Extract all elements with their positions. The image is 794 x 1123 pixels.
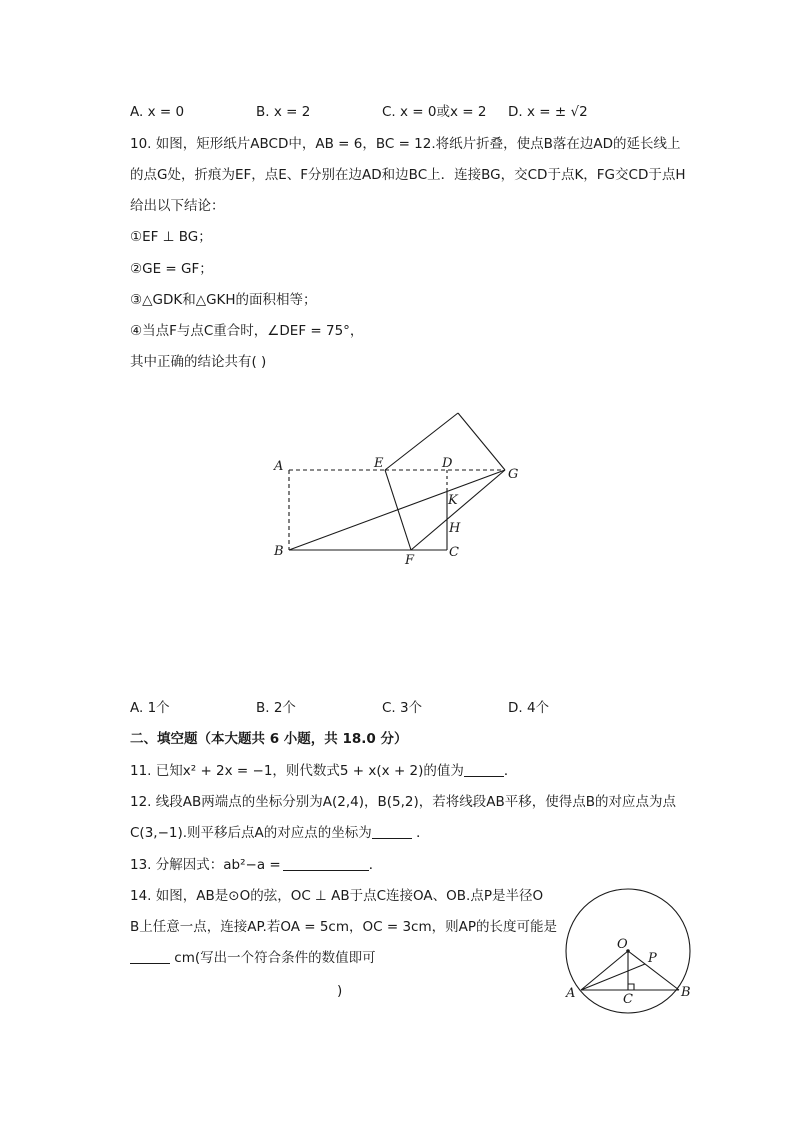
- q14-line-3: [130, 948, 376, 968]
- segment-BG: [289, 470, 505, 550]
- label-K: K: [448, 493, 458, 508]
- q10-question: 其中正确的结论共有( ): [130, 354, 267, 370]
- q14-circle-figure: [555, 880, 705, 1020]
- right-angle-mark: [628, 984, 634, 990]
- label-F: F: [405, 553, 415, 568]
- q9-option-a: A. x = 0: [130, 104, 185, 120]
- q11-answer-blank[interactable]: [464, 762, 504, 777]
- q9-option-c: C. x = 0或x = 2: [382, 104, 487, 120]
- q14-answer-blank[interactable]: [130, 949, 170, 964]
- q13-text: 13. 分解因式：ab²−a =: [130, 857, 281, 873]
- q13-end: ．: [368, 857, 383, 873]
- q14-line-1: 14. 如图，AB是⊙O的弦，OC ⊥ AB于点C连接OA、OB.点P是半径O: [130, 888, 544, 904]
- q12-line-1: 12. 线段AB两端点的坐标分别为A(2,4)，B(5,2)，若将线段AB平移，使得点B的对应点为点: [130, 794, 677, 810]
- radius-OA: [581, 951, 628, 990]
- q14-line-4: ): [337, 983, 343, 999]
- label-B: B: [274, 544, 284, 559]
- section-title-fill-in: 二、填空题（本大题共 6 小题，共 18.0 分）: [130, 731, 408, 747]
- label-A: A: [274, 459, 284, 474]
- label-G: G: [508, 467, 519, 482]
- label-E: E: [374, 456, 384, 471]
- label-B: B: [681, 985, 691, 1000]
- q14-text: cm(写出一个符合条件的数值即可: [170, 950, 376, 966]
- q10-option-c: C. 3个: [382, 700, 423, 716]
- q10-conclusion-1: ①EF ⊥ BG；: [130, 229, 212, 245]
- q10-conclusion-3: ③△GDK和△GKH的面积相等；: [130, 292, 317, 308]
- q11-end: ．: [503, 763, 518, 779]
- segment-AP: [581, 964, 645, 990]
- label-C: C: [449, 545, 459, 560]
- fold-line-EF: [385, 470, 411, 550]
- q12-end: ．: [411, 825, 430, 841]
- q10-line-2: 的点G处，折痕为EF，点E、F分别在边AD和边BC上．连接BG，交CD于点K，FG交CD于点H: [130, 167, 686, 183]
- q12-answer-blank[interactable]: [372, 824, 412, 839]
- label-O: O: [617, 937, 628, 952]
- q10-rectangle-fold-figure: [260, 400, 540, 580]
- q10-line-3: 给出以下结论：: [130, 198, 225, 214]
- q10-options: [130, 698, 690, 718]
- q10-option-a: A. 1个: [130, 700, 170, 716]
- q9-option-d: D. x = ± √2: [508, 104, 588, 120]
- q10-option-d: D. 4个: [508, 700, 550, 716]
- segment-FG: [411, 470, 505, 550]
- q9-option-b: B. x = 2: [256, 104, 311, 120]
- label-D: D: [442, 456, 453, 471]
- q14-line-2: B上任意一点，连接AP.若OA = 5cm，OC = 3cm，则AP的长度可能是: [130, 919, 557, 935]
- label-A: A: [566, 986, 576, 1001]
- label-P: P: [648, 951, 657, 966]
- q13: [130, 855, 382, 875]
- q10-conclusion-2: ②GE = GF；: [130, 261, 213, 277]
- q13-answer-blank[interactable]: [283, 856, 369, 871]
- q10-conclusion-4: ④当点F与点C重合时，∠DEF = 75°，: [130, 323, 364, 339]
- q9-options: [130, 102, 690, 122]
- q11-text: 11. 已知x² + 2x = −1，则代数式5 + x(x + 2)的值为: [130, 763, 464, 779]
- label-H: H: [449, 521, 461, 536]
- q11: [130, 761, 517, 781]
- label-C: C: [623, 992, 633, 1007]
- q10-option-b: B. 2个: [256, 700, 296, 716]
- q10-line-1: 10. 如图，矩形纸片ABCD中，AB = 6，BC = 12.将纸片折叠，使点B落在边AD的延长线上: [130, 136, 681, 152]
- q12-line-2: [130, 823, 430, 843]
- folded-edge-2: [458, 413, 505, 470]
- q12-text: C(3,−1).则平移后点A的对应点的坐标为: [130, 825, 372, 841]
